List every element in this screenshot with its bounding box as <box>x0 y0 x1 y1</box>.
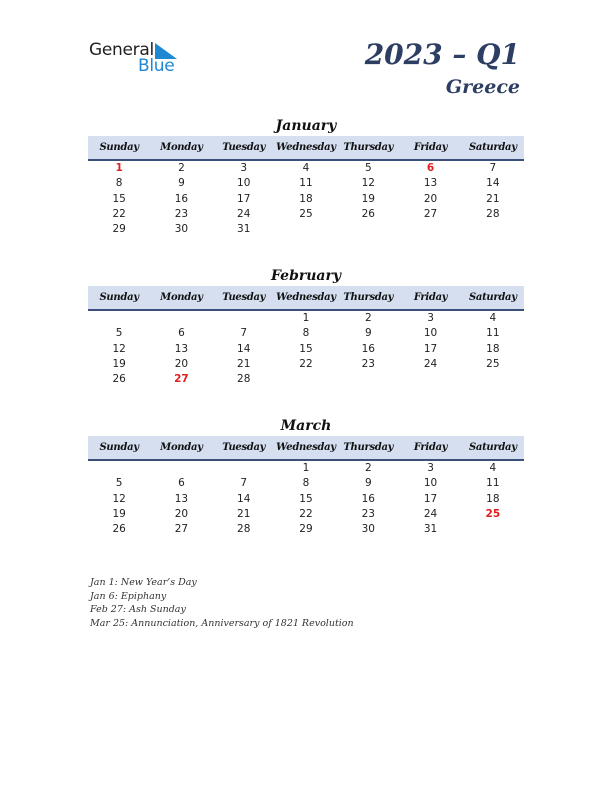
weekday-label: Tuesday <box>222 142 266 153</box>
day-cell: 27 <box>174 523 189 536</box>
weekday-label: Saturday <box>468 442 517 453</box>
weekday-label: Tuesday <box>222 442 266 453</box>
week-row <box>88 342 524 357</box>
weekday-label: Thursday <box>343 142 394 153</box>
holiday-day-cell: 27 <box>174 373 189 386</box>
weekday-header <box>88 436 524 461</box>
day-cell: 21 <box>237 357 251 370</box>
day-cell: 5 <box>364 162 372 174</box>
week-row <box>88 192 524 207</box>
weekday-label: Thursday <box>343 442 394 453</box>
weekday-header <box>88 286 524 311</box>
weekday-label: Thursday <box>343 292 394 303</box>
day-cell: 12 <box>112 492 126 505</box>
day-cell: 18 <box>486 342 500 355</box>
day-cell: 26 <box>112 373 126 386</box>
day-cell: 1 <box>302 312 310 324</box>
empty-day-cell <box>462 522 524 537</box>
day-cell: 27 <box>423 207 438 220</box>
week-row <box>88 161 524 176</box>
day-cell: 9 <box>178 177 185 190</box>
empty-day-cell <box>150 461 212 476</box>
weekday-label: Monday <box>160 442 203 453</box>
day-cell: 19 <box>112 507 126 520</box>
day-cell: 13 <box>174 492 189 505</box>
day-cell: 3 <box>240 162 248 174</box>
week-row <box>88 461 524 476</box>
empty-day-cell <box>275 372 337 387</box>
weekday-label: Monday <box>160 292 203 303</box>
day-cell: 23 <box>361 507 375 520</box>
week-row <box>88 372 524 387</box>
week-row <box>88 357 524 372</box>
day-cell: 7 <box>240 327 248 340</box>
logo-word-blue: Blue <box>138 56 175 76</box>
day-cell: 15 <box>299 492 313 505</box>
day-cell: 14 <box>237 342 251 355</box>
day-cell: 8 <box>115 177 123 190</box>
weekday-label: Saturday <box>468 292 517 303</box>
day-cell: 26 <box>361 207 375 220</box>
day-cell: 7 <box>240 477 248 490</box>
day-cell: 24 <box>237 207 251 220</box>
month-name: January <box>275 118 337 134</box>
day-cell: 23 <box>174 207 189 220</box>
day-cell: 25 <box>299 207 313 220</box>
weekday-label: Friday <box>413 142 448 153</box>
day-cell: 4 <box>489 462 497 474</box>
day-cell: 4 <box>489 312 497 324</box>
day-cell: 9 <box>364 327 372 340</box>
day-cell: 10 <box>237 177 251 190</box>
empty-day-cell <box>462 372 524 387</box>
day-cell: 16 <box>361 342 375 355</box>
day-cell: 8 <box>302 327 310 340</box>
day-cell: 28 <box>237 523 251 536</box>
day-cell: 2 <box>364 312 372 324</box>
day-cell: 13 <box>423 177 438 190</box>
day-cell: 21 <box>486 192 500 205</box>
page-title: 2023 – Q1 <box>364 38 520 71</box>
general-blue-logo <box>89 40 189 76</box>
day-cell: 17 <box>423 492 438 505</box>
month-calendar-february <box>88 266 524 387</box>
month-name: February <box>270 268 341 284</box>
day-cell: 17 <box>423 342 438 355</box>
day-cell: 6 <box>178 477 185 490</box>
weekday-label: Tuesday <box>222 292 266 303</box>
day-cell: 2 <box>364 462 372 474</box>
day-cell: 28 <box>486 207 500 220</box>
day-cell: 20 <box>174 357 189 370</box>
week-row <box>88 522 524 537</box>
weekday-label: Monday <box>160 142 203 153</box>
week-row <box>88 207 524 222</box>
month-name: March <box>280 418 332 434</box>
weekday-label: Sunday <box>99 442 139 453</box>
day-cell: 31 <box>237 223 251 236</box>
day-cell: 11 <box>486 327 500 340</box>
day-cell: 19 <box>112 357 126 370</box>
day-cell: 13 <box>174 342 189 355</box>
day-cell: 8 <box>302 477 310 490</box>
day-cell: 6 <box>178 327 185 340</box>
holiday-notes <box>90 576 354 631</box>
weekday-label: Wednesday <box>276 142 336 153</box>
day-cell: 12 <box>112 342 126 355</box>
empty-day-cell <box>399 222 461 237</box>
empty-day-cell <box>213 311 275 326</box>
day-cell: 22 <box>299 507 313 520</box>
day-cell: 14 <box>237 492 251 505</box>
day-cell: 29 <box>112 223 126 236</box>
day-cell: 11 <box>486 477 500 490</box>
country-name: Greece <box>445 76 520 98</box>
day-cell: 2 <box>178 162 185 174</box>
day-cell: 22 <box>112 207 126 220</box>
day-cell: 24 <box>423 357 438 370</box>
day-cell: 4 <box>302 162 310 174</box>
day-cell: 14 <box>486 177 500 190</box>
month-calendar-march <box>88 416 524 537</box>
week-row <box>88 492 524 507</box>
day-cell: 15 <box>112 192 126 205</box>
month-weeks <box>88 461 524 537</box>
day-cell: 10 <box>423 327 438 340</box>
holiday-day-cell: 25 <box>485 507 501 520</box>
day-cell: 25 <box>486 357 500 370</box>
day-cell: 16 <box>361 492 375 505</box>
holiday-day-cell: 1 <box>115 162 123 174</box>
day-cell: 3 <box>427 462 434 474</box>
holiday-note: Mar 25: Annunciation, Anniversary of 1821 Revolution <box>90 618 354 630</box>
day-cell: 5 <box>115 477 123 490</box>
empty-day-cell <box>88 461 150 476</box>
day-cell: 20 <box>423 192 438 205</box>
weekday-label: Saturday <box>468 142 517 153</box>
weekday-label: Friday <box>413 442 448 453</box>
week-row <box>88 176 524 191</box>
logo-word-general: General <box>89 40 154 60</box>
day-cell: 21 <box>237 507 251 520</box>
day-cell: 11 <box>299 177 313 190</box>
day-cell: 30 <box>174 223 189 236</box>
day-cell: 10 <box>423 477 438 490</box>
weekday-header <box>88 136 524 161</box>
day-cell: 30 <box>361 523 375 536</box>
holiday-note: Jan 6: Epiphany <box>90 590 167 602</box>
day-cell: 31 <box>423 523 438 536</box>
day-cell: 26 <box>112 523 126 536</box>
empty-day-cell <box>399 372 461 387</box>
empty-day-cell <box>213 461 275 476</box>
day-cell: 5 <box>115 327 123 340</box>
weekday-label: Sunday <box>99 142 139 153</box>
week-row <box>88 476 524 491</box>
day-cell: 18 <box>486 492 500 505</box>
month-weeks <box>88 311 524 387</box>
day-cell: 17 <box>237 192 251 205</box>
day-cell: 28 <box>237 373 251 386</box>
empty-day-cell <box>337 372 399 387</box>
holiday-note: Feb 27: Ash Sunday <box>90 604 186 616</box>
empty-day-cell <box>337 222 399 237</box>
month-weeks <box>88 161 524 237</box>
week-row <box>88 222 524 237</box>
day-cell: 18 <box>299 192 313 205</box>
holiday-day-cell: 6 <box>426 162 435 174</box>
day-cell: 3 <box>427 312 434 324</box>
holiday-note: Jan 1: New Year’s Day <box>90 577 197 588</box>
week-row <box>88 311 524 326</box>
weekday-label: Friday <box>413 292 448 303</box>
day-cell: 23 <box>361 357 375 370</box>
weekday-label: Sunday <box>99 292 139 303</box>
day-cell: 22 <box>299 357 313 370</box>
day-cell: 16 <box>174 192 189 205</box>
week-row <box>88 326 524 341</box>
empty-day-cell <box>462 222 524 237</box>
empty-day-cell <box>88 311 150 326</box>
day-cell: 19 <box>361 192 375 205</box>
day-cell: 20 <box>174 507 189 520</box>
day-cell: 24 <box>423 507 438 520</box>
weekday-label: Wednesday <box>276 442 336 453</box>
day-cell: 12 <box>361 177 375 190</box>
day-cell: 7 <box>489 162 497 174</box>
weekday-label: Wednesday <box>276 292 336 303</box>
empty-day-cell <box>275 222 337 237</box>
day-cell: 1 <box>302 462 310 474</box>
day-cell: 15 <box>299 342 313 355</box>
day-cell: 29 <box>299 523 313 536</box>
week-row <box>88 507 524 522</box>
day-cell: 9 <box>364 477 372 490</box>
empty-day-cell <box>150 311 212 326</box>
month-calendar-january <box>88 116 524 237</box>
